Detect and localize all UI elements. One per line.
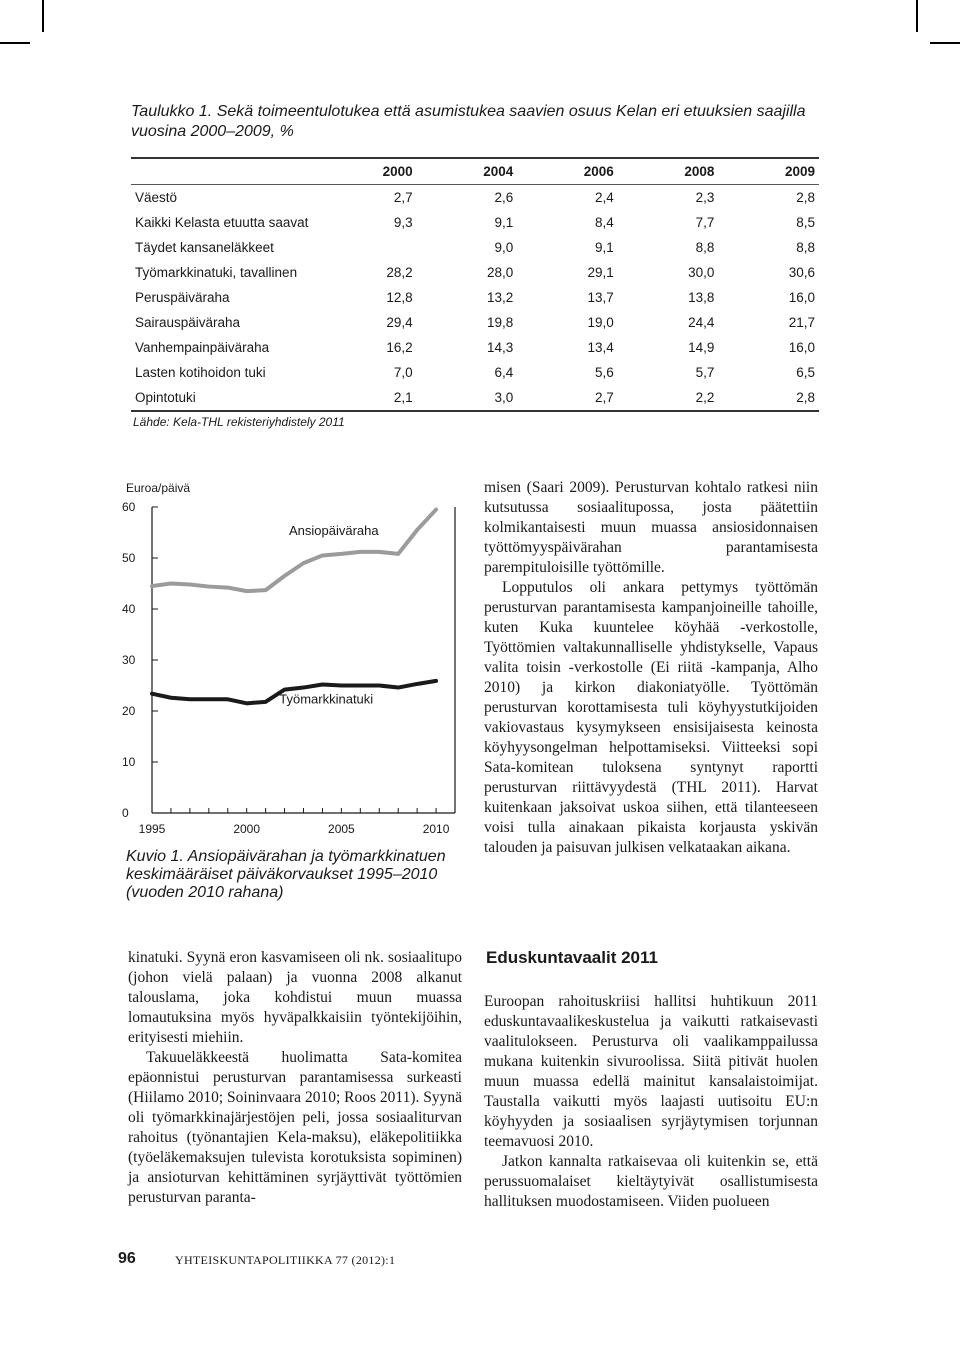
chart-axes xyxy=(152,507,455,813)
table-row xyxy=(131,260,819,285)
row-label: Peruspäiväraha xyxy=(135,290,230,305)
table-cell: 13,4 xyxy=(587,340,614,355)
row-label: Lasten kotihoidon tuki xyxy=(135,365,266,380)
table-cell: 6,4 xyxy=(494,365,514,380)
y-tick-label: 40 xyxy=(122,602,136,616)
table-cell: 2,3 xyxy=(695,190,715,205)
table-cell: 2,7 xyxy=(393,190,413,205)
table-row xyxy=(131,235,819,260)
table-body xyxy=(131,185,819,412)
table-cell: 30,0 xyxy=(688,265,715,280)
table-cell: 29,1 xyxy=(587,265,614,280)
table-cell: 13,7 xyxy=(587,290,614,305)
table-header-cell: 2008 xyxy=(618,158,719,185)
table-cell: 2,1 xyxy=(316,385,417,411)
line-chart xyxy=(110,475,470,845)
x-tick-label: 1995 xyxy=(138,822,166,836)
table-cell: 8,4 xyxy=(595,215,614,230)
row-label: Sairauspäiväraha xyxy=(135,315,241,330)
table-row xyxy=(131,385,819,411)
y-tick-label: 60 xyxy=(122,500,136,514)
table-cell: 8,8 xyxy=(695,240,715,255)
table-cell: 21,7 xyxy=(788,315,815,330)
table-source: Lähde: Kela-THL rekisteriyhdistely 2011 xyxy=(133,415,345,429)
text-column-right-top xyxy=(484,478,818,858)
table-cell: 9,3 xyxy=(393,215,413,230)
paragraph: Jatkon kannalta ratkaisevaa oli kuitenkin se, että perussuomalaiset kieltäytyivät osallistumisesta hallituksen muodostamiseen. Viiden puolueen xyxy=(484,1153,818,1210)
table-cell: 30,6 xyxy=(788,265,815,280)
paragraph: Takuueläkkeestä huolimatta Sata-komitea epäonnistui perusturvan parantamisessa surkeasti (Hiilamo 2010; Soininvaara 2010; Roos 2011). Syynä oli työmarkkinajärjestöjen peli, jossa sosiaaliturvan rahoitus (työnantajien Kela-maksu), eläkepolitiikka (työeläkemaksujen tulevista korotuksista sopiminen) ja ansioturvan kehittäminen syrjäyttivät työttömien perusturvan paranta- xyxy=(128,1049,462,1206)
row-label: Opintotuki xyxy=(131,385,316,411)
table-cell: 12,8 xyxy=(386,290,413,305)
table-header-cell xyxy=(131,158,316,185)
table-cell: 28,0 xyxy=(486,265,514,280)
table-cell: 16,0 xyxy=(788,290,815,305)
table-cell: 19,8 xyxy=(486,315,514,330)
paragraph: misen (Saari 2009). Perusturvan kohtalo ratkesi niin kutsutussa sosiaalitupossa, josta päätettiin kolmikantaisesti muun muassa ansiosidonnaisen työttömyyspäivärahan parantamisesta parempituloisille työttömille. xyxy=(484,479,818,576)
y-axis-label: Euroa/päivä xyxy=(126,481,191,495)
table-cell: 16,0 xyxy=(788,340,815,355)
table-header-row xyxy=(131,158,819,185)
paragraph: Lopputulos oli ankara pettymys työttömän perusturvan parantamisesta kampanjoineille tahoille, kuten Kuka kuuntelee köyhää -verkostolle, Työttömien valtakunnalliselle yhdistykselle, Vapaus valita toisin -verkostolle (Ei riitä -kampanja, Alho 2010) ja kirkon diakoniatyölle. Työttömän perusturvan korottamisesta tuli köyhyystutkijoiden vakiovastaus kysymykseen ensisijaisesta keinosta köyhyysongelman helpottamiseksi. Viitteeksi sopi Sata-komitean tuloksena syntynyt raportti perusturvan riittävyydestä (THL 2011). Harvat kuitenkaan jaksoivat uskoa siihen, että tilanteeseen voisi tulla ainakaan pikaista korjausta yskivän talouden ja paisuvan julkisen velkataakan aikana. xyxy=(484,579,818,856)
chart-caption: Kuvio 1. Ansiopäivärahan ja työmarkkinatuen keskimääräiset päiväkorvaukset 1995–2010 (vuoden 2010 rahana) xyxy=(126,848,446,901)
data-table xyxy=(131,157,819,412)
row-label: Väestö xyxy=(135,190,178,205)
y-tick-label: 30 xyxy=(122,653,136,667)
series-label: Ansiopäiväraha xyxy=(288,523,379,539)
y-tick-label: 20 xyxy=(122,704,136,718)
table-cell: 14,9 xyxy=(688,340,715,355)
crop-mark xyxy=(42,0,44,32)
table-cell: 9,1 xyxy=(595,240,614,255)
chart-ticks xyxy=(122,500,455,836)
table-cell: 13,8 xyxy=(688,290,715,305)
table-row xyxy=(131,210,819,235)
table-row xyxy=(131,360,819,385)
table-cell: 28,2 xyxy=(386,265,413,280)
table-cell: 7,0 xyxy=(393,365,413,380)
table-row xyxy=(131,185,819,211)
table-cell: 8,8 xyxy=(796,240,815,255)
table-cell: 2,2 xyxy=(618,385,719,411)
table-cell: 2,6 xyxy=(494,190,514,205)
table-cell: 2,4 xyxy=(595,190,614,205)
row-label: Täydet kansaneläkkeet xyxy=(135,240,274,255)
y-tick-label: 10 xyxy=(122,755,136,769)
series-line xyxy=(152,510,436,592)
y-tick-label: 0 xyxy=(122,806,129,820)
y-tick-label: 50 xyxy=(122,551,136,565)
table-cell: 2,8 xyxy=(718,385,819,411)
row-label: Työmarkkinatuki, tavallinen xyxy=(135,265,298,280)
table-cell: 14,3 xyxy=(486,340,514,355)
table-caption: Taulukko 1. Sekä toimeentulotukea että asumistukea saavien osuus Kelan eri etuuksien saajilla vuosina 2000–2009, % xyxy=(131,103,806,140)
x-tick-label: 2000 xyxy=(233,822,261,836)
table-header-cell: 2009 xyxy=(718,158,819,185)
table-cell: 3,0 xyxy=(417,385,518,411)
table-cell: 5,6 xyxy=(595,365,614,380)
table-cell: 13,2 xyxy=(486,290,514,305)
paragraph: kinatuki. Syynä eron kasvamiseen oli nk. sosiaalitupo (johon vielä palaan) ja vuonna 2008 alkanut talouslama, joka kohdistui muun muassa lomautuksina myös hyväpalkkaisiin työntekijöihin, erityisesti miehiin. xyxy=(128,949,462,1046)
crop-mark xyxy=(0,42,30,44)
table-cell: 7,7 xyxy=(695,215,715,230)
paragraph: Euroopan rahoituskriisi hallitsi huhtikuun 2011 eduskuntavaalikeskustelua ja vaikutti ratkaisevasti vaalitulokseen. Perusturva oli vaalikamppailussa mukana kuitenkin sivuroolissa. Siitä pitivät huolen muun muassa edellä mainitut kansalaistoimijat. Taustalla vaikutti myös laajasti uutisoitu EU:n köyhyyden ja sosiaalisen syrjäytymisen torjunnan teemavuosi 2010. xyxy=(484,993,818,1150)
row-label: Kaikki Kelasta etuutta saavat xyxy=(135,215,309,230)
table-header-cell: 2004 xyxy=(417,158,518,185)
journal-name: YHTEISKUNTAPOLITIIKKA 77 (2012):1 xyxy=(175,1253,396,1267)
table-row xyxy=(131,310,819,335)
table-row xyxy=(131,335,819,360)
table-cell: 9,0 xyxy=(494,240,514,255)
series-label: Työmarkkinatuki xyxy=(279,691,374,707)
x-tick-label: 2005 xyxy=(328,822,355,836)
text-column-right-bottom xyxy=(484,992,818,1212)
row-label: Vanhempainpäiväraha xyxy=(135,340,270,355)
crop-mark xyxy=(916,0,918,32)
table-cell: 16,2 xyxy=(386,340,413,355)
table-row xyxy=(131,285,819,310)
table-header-cell: 2000 xyxy=(316,158,417,185)
table-cell: 9,1 xyxy=(494,215,514,230)
table-cell: 2,7 xyxy=(517,385,618,411)
table-cell: 8,5 xyxy=(796,215,815,230)
page-number: 96 xyxy=(118,1250,136,1267)
crop-mark xyxy=(930,42,960,44)
table-cell: 6,5 xyxy=(796,365,815,380)
table-cell: 19,0 xyxy=(587,315,614,330)
chart-series xyxy=(152,510,436,707)
x-tick-label: 2010 xyxy=(422,822,450,836)
table-cell: 2,8 xyxy=(796,190,815,205)
section-heading: Eduskuntavaalit 2011 xyxy=(486,948,658,967)
table-cell xyxy=(316,235,417,260)
table-cell: 29,4 xyxy=(386,315,413,330)
table-header-cell: 2006 xyxy=(517,158,618,185)
table-cell: 5,7 xyxy=(695,365,715,380)
table-cell: 24,4 xyxy=(688,315,715,330)
text-column-left-bottom xyxy=(128,948,462,1208)
